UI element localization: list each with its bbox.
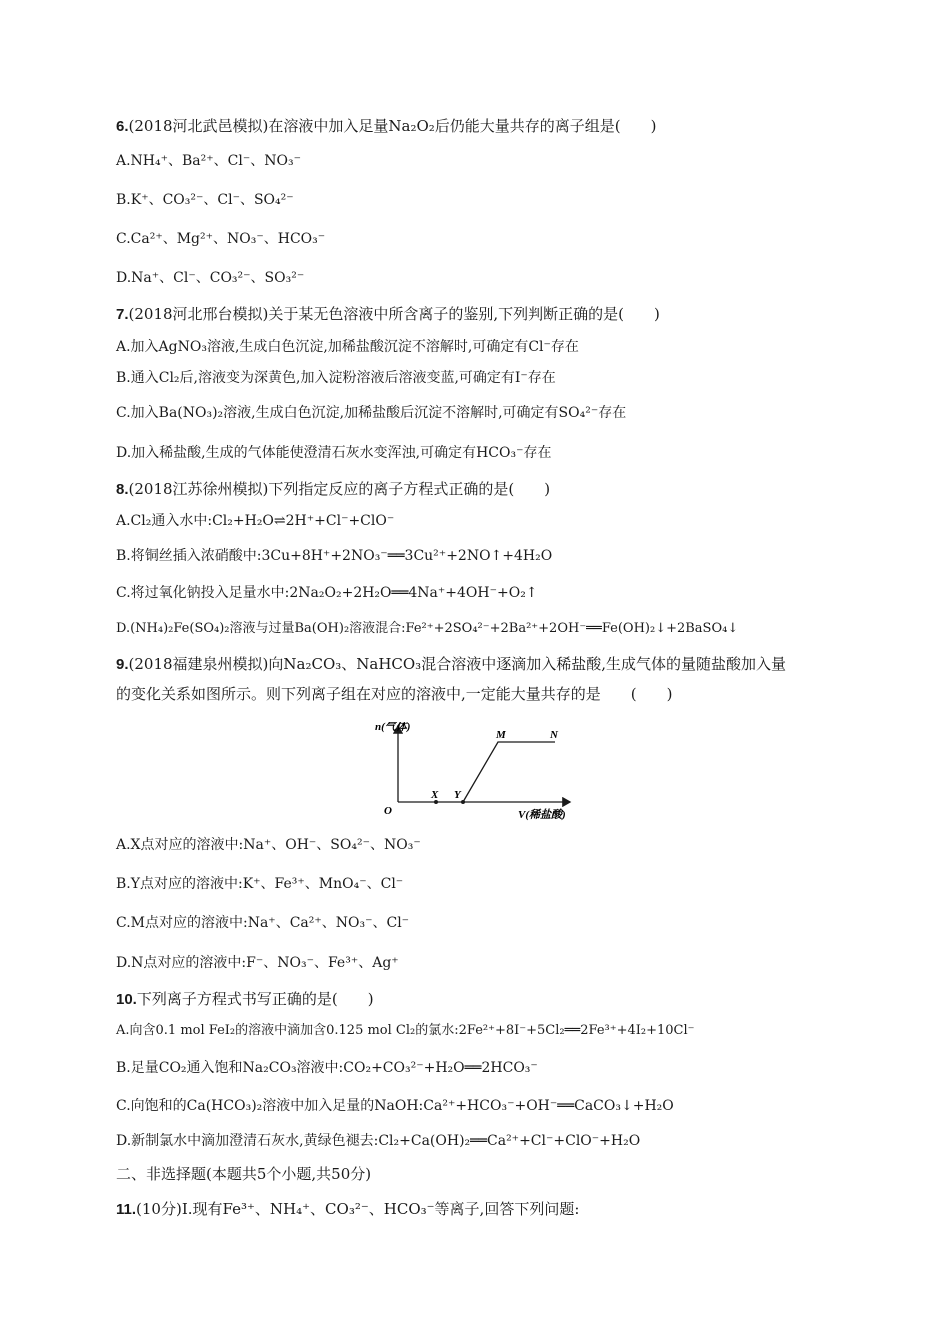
question-7-option-a: A.加入AgNO₃溶液,生成白色沉淀,加稀盐酸沉淀不溶解时,可确定有Cl⁻存在: [116, 339, 579, 355]
question-8-option-d: D.(NH₄)₂Fe(SO₄)₂溶液与过量Ba(OH)₂溶液混合:Fe²⁺+2SO₄²⁻+2Ba²⁺+2OH⁻══Fe(OH)₂↓+2BaSO₄↓: [116, 621, 739, 636]
question-9-stem-line1: 9.(2018福建泉州模拟)向Na₂CO₃、NaHCO₃混合溶液中逐滴加入稀盐酸,生成气体的量随盐酸加入量: [116, 655, 786, 673]
question-6-option-b: B.K⁺、CO₃²⁻、Cl⁻、SO₄²⁻: [116, 192, 294, 208]
question-number: 6.: [116, 118, 129, 135]
point-y-marker: [461, 800, 465, 804]
gas-volume-diagram: [370, 722, 580, 822]
point-m-label: M: [496, 729, 506, 741]
question-9-option-c: C.M点对应的溶液中:Na⁺、Ca²⁺、NO₃⁻、Cl⁻: [116, 915, 410, 931]
origin-label: O: [384, 805, 392, 817]
question-number: 8.: [116, 481, 129, 498]
question-number: 11.: [116, 1201, 137, 1218]
point-x-label: X: [431, 789, 439, 801]
question-9-option-b: B.Y点对应的溶液中:K⁺、Fe³⁺、MnO₄⁻、Cl⁻: [116, 876, 404, 892]
question-10-option-a: A.向含0.1 mol FeI₂的溶液中滴加含0.125 mol Cl₂的氯水:2Fe²⁺+8I⁻+5Cl₂══2Fe³⁺+4I₂+10Cl⁻: [116, 1023, 695, 1038]
question-9-option-d: D.N点对应的溶液中:F⁻、NO₃⁻、Fe³⁺、Ag⁺: [116, 955, 399, 971]
question-9-stem-line2: 的变化关系如图所示。则下列离子组在对应的溶液中,一定能大量共存的是 ( ): [116, 685, 673, 703]
question-10-option-c: C.向饱和的Ca(HCO₃)₂溶液中加入足量的NaOH:Ca²⁺+HCO₃⁻+OH⁻══CaCO₃↓+H₂O: [116, 1098, 674, 1114]
question-6-option-d: D.Na⁺、Cl⁻、CO₃²⁻、SO₃²⁻: [116, 270, 305, 286]
question-9-option-a: A.X点对应的溶液中:Na⁺、OH⁻、SO₄²⁻、NO₃⁻: [116, 837, 421, 853]
x-axis-label: V(稀盐酸): [518, 809, 566, 821]
question-7-stem: 7.(2018河北邢台模拟)关于某无色溶液中所含离子的鉴别,下列判断正确的是( ): [116, 305, 660, 323]
question-number: 7.: [116, 306, 129, 323]
question-10-stem: 10.下列离子方程式书写正确的是( ): [116, 990, 374, 1008]
question-6-option-a: A.NH₄⁺、Ba²⁺、Cl⁻、NO₃⁻: [116, 153, 301, 169]
question-10-option-d: D.新制氯水中滴加澄清石灰水,黄绿色褪去:Cl₂+Ca(OH)₂══Ca²⁺+Cl⁻+ClO⁻+H₂O: [116, 1133, 641, 1149]
question-11-stem: 11.(10分)Ⅰ.现有Fe³⁺、NH₄⁺、CO₃²⁻、HCO₃⁻等离子,回答下列问题:: [116, 1200, 580, 1218]
question-7-option-d: D.加入稀盐酸,生成的气体能使澄清石灰水变浑浊,可确定有HCO₃⁻存在: [116, 445, 552, 461]
y-axis-label: n(气体): [375, 722, 411, 733]
question-8-stem: 8.(2018江苏徐州模拟)下列指定反应的离子方程式正确的是( ): [116, 480, 551, 498]
question-8-option-b: B.将铜丝插入浓硝酸中:3Cu+8H⁺+2NO₃⁻══3Cu²⁺+2NO↑+4H₂O: [116, 548, 553, 564]
point-y-label: Y: [454, 789, 461, 801]
question-7-option-c: C.加入Ba(NO₃)₂溶液,生成白色沉淀,加稀盐酸后沉淀不溶解时,可确定有SO₄²⁻存在: [116, 405, 627, 421]
section-2-heading: 二、非选择题(本题共5个小题,共50分): [116, 1165, 372, 1183]
question-number: 9.: [116, 656, 129, 673]
question-10-option-b: B.足量CO₂通入饱和Na₂CO₃溶液中:CO₂+CO₃²⁻+H₂O══2HCO₃⁻: [116, 1060, 538, 1076]
question-8-option-a: A.Cl₂通入水中:Cl₂+H₂O⇌2H⁺+Cl⁻+ClO⁻: [116, 513, 395, 529]
question-number: 10.: [116, 991, 137, 1008]
point-n-label: N: [550, 729, 558, 741]
question-8-option-c: C.将过氧化钠投入足量水中:2Na₂O₂+2H₂O══4Na⁺+4OH⁻+O₂↑: [116, 585, 538, 601]
question-6-option-c: C.Ca²⁺、Mg²⁺、NO₃⁻、HCO₃⁻: [116, 231, 326, 247]
question-6-stem: 6.(2018河北武邑模拟)在溶液中加入足量Na₂O₂后仍能大量共存的离子组是( ): [116, 117, 657, 135]
gas-curve: [463, 742, 555, 802]
question-7-option-b: B.通入Cl₂后,溶液变为深黄色,加入淀粉溶液后溶液变蓝,可确定有I⁻存在: [116, 370, 556, 386]
